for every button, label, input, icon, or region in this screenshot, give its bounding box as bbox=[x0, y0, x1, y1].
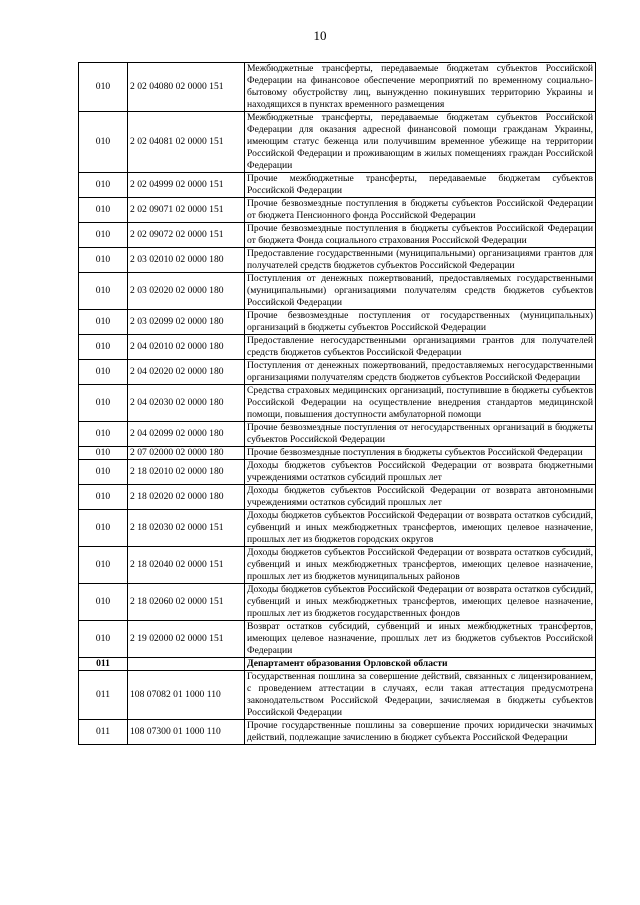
revenue-name-cell: Межбюджетные трансферты, передаваемые бюджетам субъектов Российской Федерации для оказания адресной финансовой помощи гражданам Украины, имеющим статус беженца или получившим временное убежище на территории Российской Федерации и проживающим в жилых помещениях граждан Российской Федерации bbox=[245, 112, 596, 173]
revenue-name-cell: Доходы бюджетов субъектов Российской Федерации от возврата остатков субсидий, субвенций и иных межбюджетных трансфертов, имеющих целевое назначение, прошлых лет из бюджетов государственных фондов bbox=[245, 584, 596, 621]
admin-code-cell: 010 bbox=[79, 273, 128, 310]
revenue-name-cell: Прочие безвозмездные поступления в бюджеты субъектов Российской Федерации от бюджета Пенсионного фонда Российской Федерации bbox=[245, 198, 596, 223]
revenue-name-cell: Государственная пошлина за совершение действий, связанных с лицензированием, с проведением аттестации в случаях, если такая аттестация предусмотрена законодательством Российской Федерации, зачисляемая в бюджеты субъектов Российской Федерации bbox=[245, 671, 596, 720]
revenue-code-cell: 2 04 02010 02 0000 180 bbox=[128, 335, 245, 360]
revenue-code-cell: 2 02 09071 02 0000 151 bbox=[128, 198, 245, 223]
table-row bbox=[79, 385, 596, 422]
revenue-code-cell: 2 18 02010 02 0000 180 bbox=[128, 460, 245, 485]
revenue-name-cell: Прочие безвозмездные поступления от государственных (муниципальных) организаций в бюджеты субъектов Российской Федерации bbox=[245, 310, 596, 335]
revenue-code-cell: 2 19 02000 02 0000 151 bbox=[128, 621, 245, 658]
revenue-codes-table bbox=[78, 62, 596, 745]
revenue-name-cell: Прочие безвозмездные поступления в бюджеты субъектов Российской Федерации bbox=[245, 447, 596, 460]
admin-code-cell: 010 bbox=[79, 485, 128, 510]
revenue-code-cell: 2 18 02030 02 0000 151 bbox=[128, 510, 245, 547]
revenue-name-cell: Прочие государственные пошлины за совершение прочих юридически значимых действий, подлежащие зачислению в бюджет субъекта Российской Федерации bbox=[245, 720, 596, 745]
revenue-name-cell: Департамент образования Орловской области bbox=[245, 658, 596, 671]
revenue-name-cell: Поступления от денежных пожертвований, предоставляемых государственными (муниципальными) организациями получателям средств бюджетов субъектов Российской Федерации bbox=[245, 273, 596, 310]
admin-code-cell: 011 bbox=[79, 658, 128, 671]
revenue-name-cell: Возврат остатков субсидий, субвенций и иных межбюджетных трансфертов, имеющих целевое назначение, прошлых лет из бюджетов субъектов Российской Федерации bbox=[245, 621, 596, 658]
table-row bbox=[79, 310, 596, 335]
table-row bbox=[79, 422, 596, 447]
table-row bbox=[79, 335, 596, 360]
admin-code-cell: 011 bbox=[79, 671, 128, 720]
department-row bbox=[79, 658, 596, 671]
admin-code-cell: 010 bbox=[79, 510, 128, 547]
revenue-code-cell: 2 04 02099 02 0000 180 bbox=[128, 422, 245, 447]
table-row bbox=[79, 223, 596, 248]
table-row bbox=[79, 360, 596, 385]
revenue-code-cell: 2 02 09072 02 0000 151 bbox=[128, 223, 245, 248]
revenue-code-cell: 2 18 02040 02 0000 151 bbox=[128, 547, 245, 584]
revenue-name-cell: Предоставление негосударственными организациями грантов для получателей средств бюджетов субъектов Российской Федерации bbox=[245, 335, 596, 360]
admin-code-cell: 010 bbox=[79, 460, 128, 485]
admin-code-cell: 010 bbox=[79, 63, 128, 112]
table-row bbox=[79, 720, 596, 745]
table-row bbox=[79, 671, 596, 720]
table-row bbox=[79, 173, 596, 198]
admin-code-cell: 010 bbox=[79, 198, 128, 223]
admin-code-cell: 010 bbox=[79, 621, 128, 658]
revenue-code-cell: 2 18 02020 02 0000 180 bbox=[128, 485, 245, 510]
revenue-name-cell: Доходы бюджетов субъектов Российской Федерации от возврата остатков субсидий, субвенций и иных межбюджетных трансфертов, имеющих целевое назначение, прошлых лет из бюджетов городских округов bbox=[245, 510, 596, 547]
table-row bbox=[79, 485, 596, 510]
revenue-code-cell: 2 03 02020 02 0000 180 bbox=[128, 273, 245, 310]
admin-code-cell: 010 bbox=[79, 173, 128, 198]
admin-code-cell: 010 bbox=[79, 447, 128, 460]
table-row bbox=[79, 621, 596, 658]
table-row bbox=[79, 112, 596, 173]
revenue-code-cell: 2 04 02030 02 0000 180 bbox=[128, 385, 245, 422]
revenue-code-cell: 2 07 02000 02 0000 180 bbox=[128, 447, 245, 460]
table-row bbox=[79, 547, 596, 584]
revenue-code-cell: 2 02 04999 02 0000 151 bbox=[128, 173, 245, 198]
revenue-code-cell: 2 02 04080 02 0000 151 bbox=[128, 63, 245, 112]
revenue-code-cell: 2 03 02010 02 0000 180 bbox=[128, 248, 245, 273]
table-row bbox=[79, 510, 596, 547]
admin-code-cell: 010 bbox=[79, 422, 128, 447]
revenue-name-cell: Межбюджетные трансферты, передаваемые бюджетам субъектов Российской Федерации на финансовое обеспечение мероприятий по временному социально-бытовому обустройству лиц, вынужденно покинувших территорию Украины и находящихся в пунктах временного размещения bbox=[245, 63, 596, 112]
admin-code-cell: 011 bbox=[79, 720, 128, 745]
admin-code-cell: 010 bbox=[79, 223, 128, 248]
revenue-code-cell: 2 18 02060 02 0000 151 bbox=[128, 584, 245, 621]
table-row bbox=[79, 198, 596, 223]
revenue-name-cell: Доходы бюджетов субъектов Российской Федерации от возврата бюджетными учреждениями остатков субсидий прошлых лет bbox=[245, 460, 596, 485]
revenue-name-cell: Прочие межбюджетные трансферты, передаваемые бюджетам субъектов Российской Федерации bbox=[245, 173, 596, 198]
revenue-code-cell: 2 04 02020 02 0000 180 bbox=[128, 360, 245, 385]
revenue-name-cell: Предоставление государственными (муниципальными) организациями грантов для получателей средств бюджетов субъектов Российской Федерации bbox=[245, 248, 596, 273]
revenue-name-cell: Поступления от денежных пожертвований, предоставляемых негосударственными организациями получателям средств бюджетов субъектов Российской Федерации bbox=[245, 360, 596, 385]
revenue-code-cell: 2 02 04081 02 0000 151 bbox=[128, 112, 245, 173]
table-row bbox=[79, 273, 596, 310]
admin-code-cell: 010 bbox=[79, 310, 128, 335]
admin-code-cell: 010 bbox=[79, 584, 128, 621]
admin-code-cell: 010 bbox=[79, 360, 128, 385]
table-body bbox=[79, 63, 596, 745]
table-row bbox=[79, 447, 596, 460]
revenue-code-cell: 108 07082 01 1000 110 bbox=[128, 671, 245, 720]
admin-code-cell: 010 bbox=[79, 385, 128, 422]
table-row bbox=[79, 248, 596, 273]
revenue-code-cell bbox=[128, 658, 245, 671]
page-number: 10 bbox=[313, 28, 327, 43]
revenue-name-cell: Средства страховых медицинских организаций, поступившие в бюджеты субъектов Российской Федерации на осуществление внедрения стандартов медицинской помощи, повышения доступности амбулаторной помощи bbox=[245, 385, 596, 422]
table-row bbox=[79, 584, 596, 621]
revenue-name-cell: Прочие безвозмездные поступления от негосударственных организаций в бюджеты субъектов Российской Федерации bbox=[245, 422, 596, 447]
table-row bbox=[79, 63, 596, 112]
revenue-name-cell: Доходы бюджетов субъектов Российской Федерации от возврата автономными учреждениями остатков субсидий прошлых лет bbox=[245, 485, 596, 510]
admin-code-cell: 010 bbox=[79, 335, 128, 360]
revenue-name-cell: Доходы бюджетов субъектов Российской Федерации от возврата остатков субсидий, субвенций и иных межбюджетных трансфертов, имеющих целевое назначение, прошлых лет из бюджетов муниципальных районов bbox=[245, 547, 596, 584]
revenue-code-cell: 108 07300 01 1000 110 bbox=[128, 720, 245, 745]
admin-code-cell: 010 bbox=[79, 547, 128, 584]
revenue-code-cell: 2 03 02099 02 0000 180 bbox=[128, 310, 245, 335]
admin-code-cell: 010 bbox=[79, 248, 128, 273]
revenue-name-cell: Прочие безвозмездные поступления в бюджеты субъектов Российской Федерации от бюджета Фонда социального страхования Российской Федерации bbox=[245, 223, 596, 248]
admin-code-cell: 010 bbox=[79, 112, 128, 173]
table-row bbox=[79, 460, 596, 485]
